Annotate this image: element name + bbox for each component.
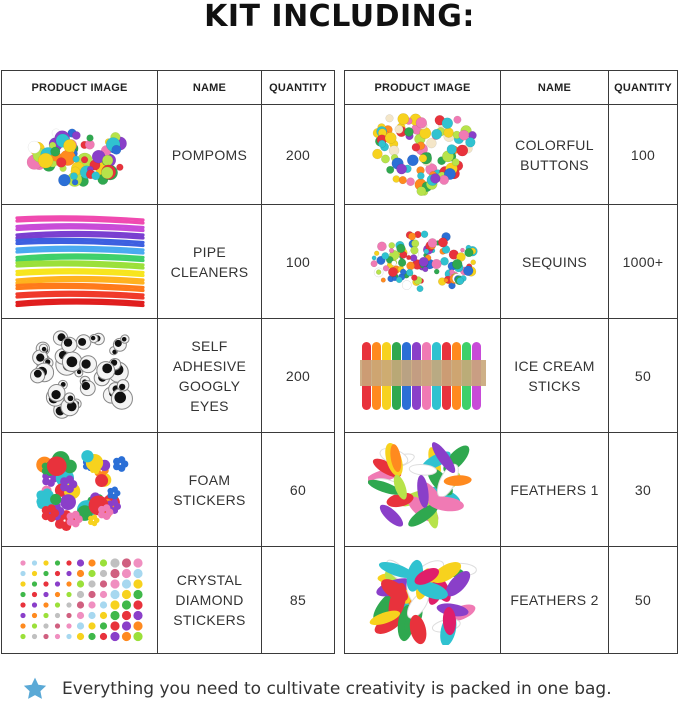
product-name: FEATHERS 1	[501, 433, 609, 547]
product-name: CRYSTAL DIAMOND STICKERS	[158, 547, 262, 654]
product-image-cell	[345, 205, 501, 319]
table-row	[345, 547, 678, 654]
product-name: SEQUINS	[501, 205, 609, 319]
product-quantity: 100	[609, 105, 678, 205]
page-title: KIT INCLUDING:	[204, 0, 475, 34]
product-quantity: 200	[262, 105, 335, 205]
footer-note	[22, 674, 672, 704]
header-row	[345, 71, 678, 105]
table-row	[2, 433, 335, 547]
product-name: FOAM STICKERS	[158, 433, 262, 547]
product-quantity: 85	[262, 547, 335, 654]
product-image-cell	[2, 105, 158, 205]
product-quantity: 100	[262, 205, 335, 319]
right-product-table	[344, 70, 678, 654]
table-row	[345, 205, 678, 319]
product-image-cell	[2, 319, 158, 433]
table-row	[2, 105, 335, 205]
product-image-cell	[345, 105, 501, 205]
header-row	[2, 71, 335, 105]
product-image-cell	[2, 433, 158, 547]
header-name: NAME	[158, 71, 262, 105]
foam-stickers-image	[25, 442, 135, 538]
product-name: COLORFUL BUTTONS	[501, 105, 609, 205]
header-name: NAME	[501, 71, 609, 105]
product-image-cell	[2, 205, 158, 319]
table-row	[345, 319, 678, 433]
product-name: FEATHERS 2	[501, 547, 609, 654]
googly-eyes-image	[25, 328, 135, 424]
table-row	[345, 433, 678, 547]
ice-cream-sticks-image	[356, 336, 490, 416]
table-row	[345, 105, 678, 205]
product-quantity: 1000+	[609, 205, 678, 319]
pipe-cleaners-image	[13, 210, 147, 314]
product-image-cell	[345, 319, 501, 433]
footer-text: Everything you need to cultivate creativity is packed in one bag.	[62, 679, 612, 699]
product-name: POMPOMS	[158, 105, 262, 205]
product-quantity: 200	[262, 319, 335, 433]
feathers-image	[368, 442, 478, 538]
product-quantity: 50	[609, 547, 678, 654]
header-product-image: PRODUCT IMAGE	[2, 71, 158, 105]
product-quantity: 50	[609, 319, 678, 433]
header-product-image: PRODUCT IMAGE	[345, 71, 501, 105]
product-quantity: 60	[262, 433, 335, 547]
product-name: PIPE CLEANERS	[158, 205, 262, 319]
product-image-cell	[345, 433, 501, 547]
product-image-cell	[2, 547, 158, 654]
product-name: ICE CREAM STICKS	[501, 319, 609, 433]
table-row	[2, 319, 335, 433]
sequins-image	[363, 227, 483, 297]
star-icon	[22, 676, 48, 702]
product-image-cell	[345, 547, 501, 654]
product-quantity: 30	[609, 433, 678, 547]
table-row	[2, 547, 335, 654]
buttons-heart-image	[368, 111, 478, 199]
crystal-stickers-image	[17, 557, 143, 643]
table-row	[2, 205, 335, 319]
feathers-image	[368, 555, 478, 645]
pompoms-image	[25, 120, 135, 190]
product-name: SELF ADHESIVE GOOGLY EYES	[158, 319, 262, 433]
left-product-table	[1, 70, 335, 654]
header-quantity: QUANTITY	[609, 71, 678, 105]
header-quantity: QUANTITY	[262, 71, 335, 105]
